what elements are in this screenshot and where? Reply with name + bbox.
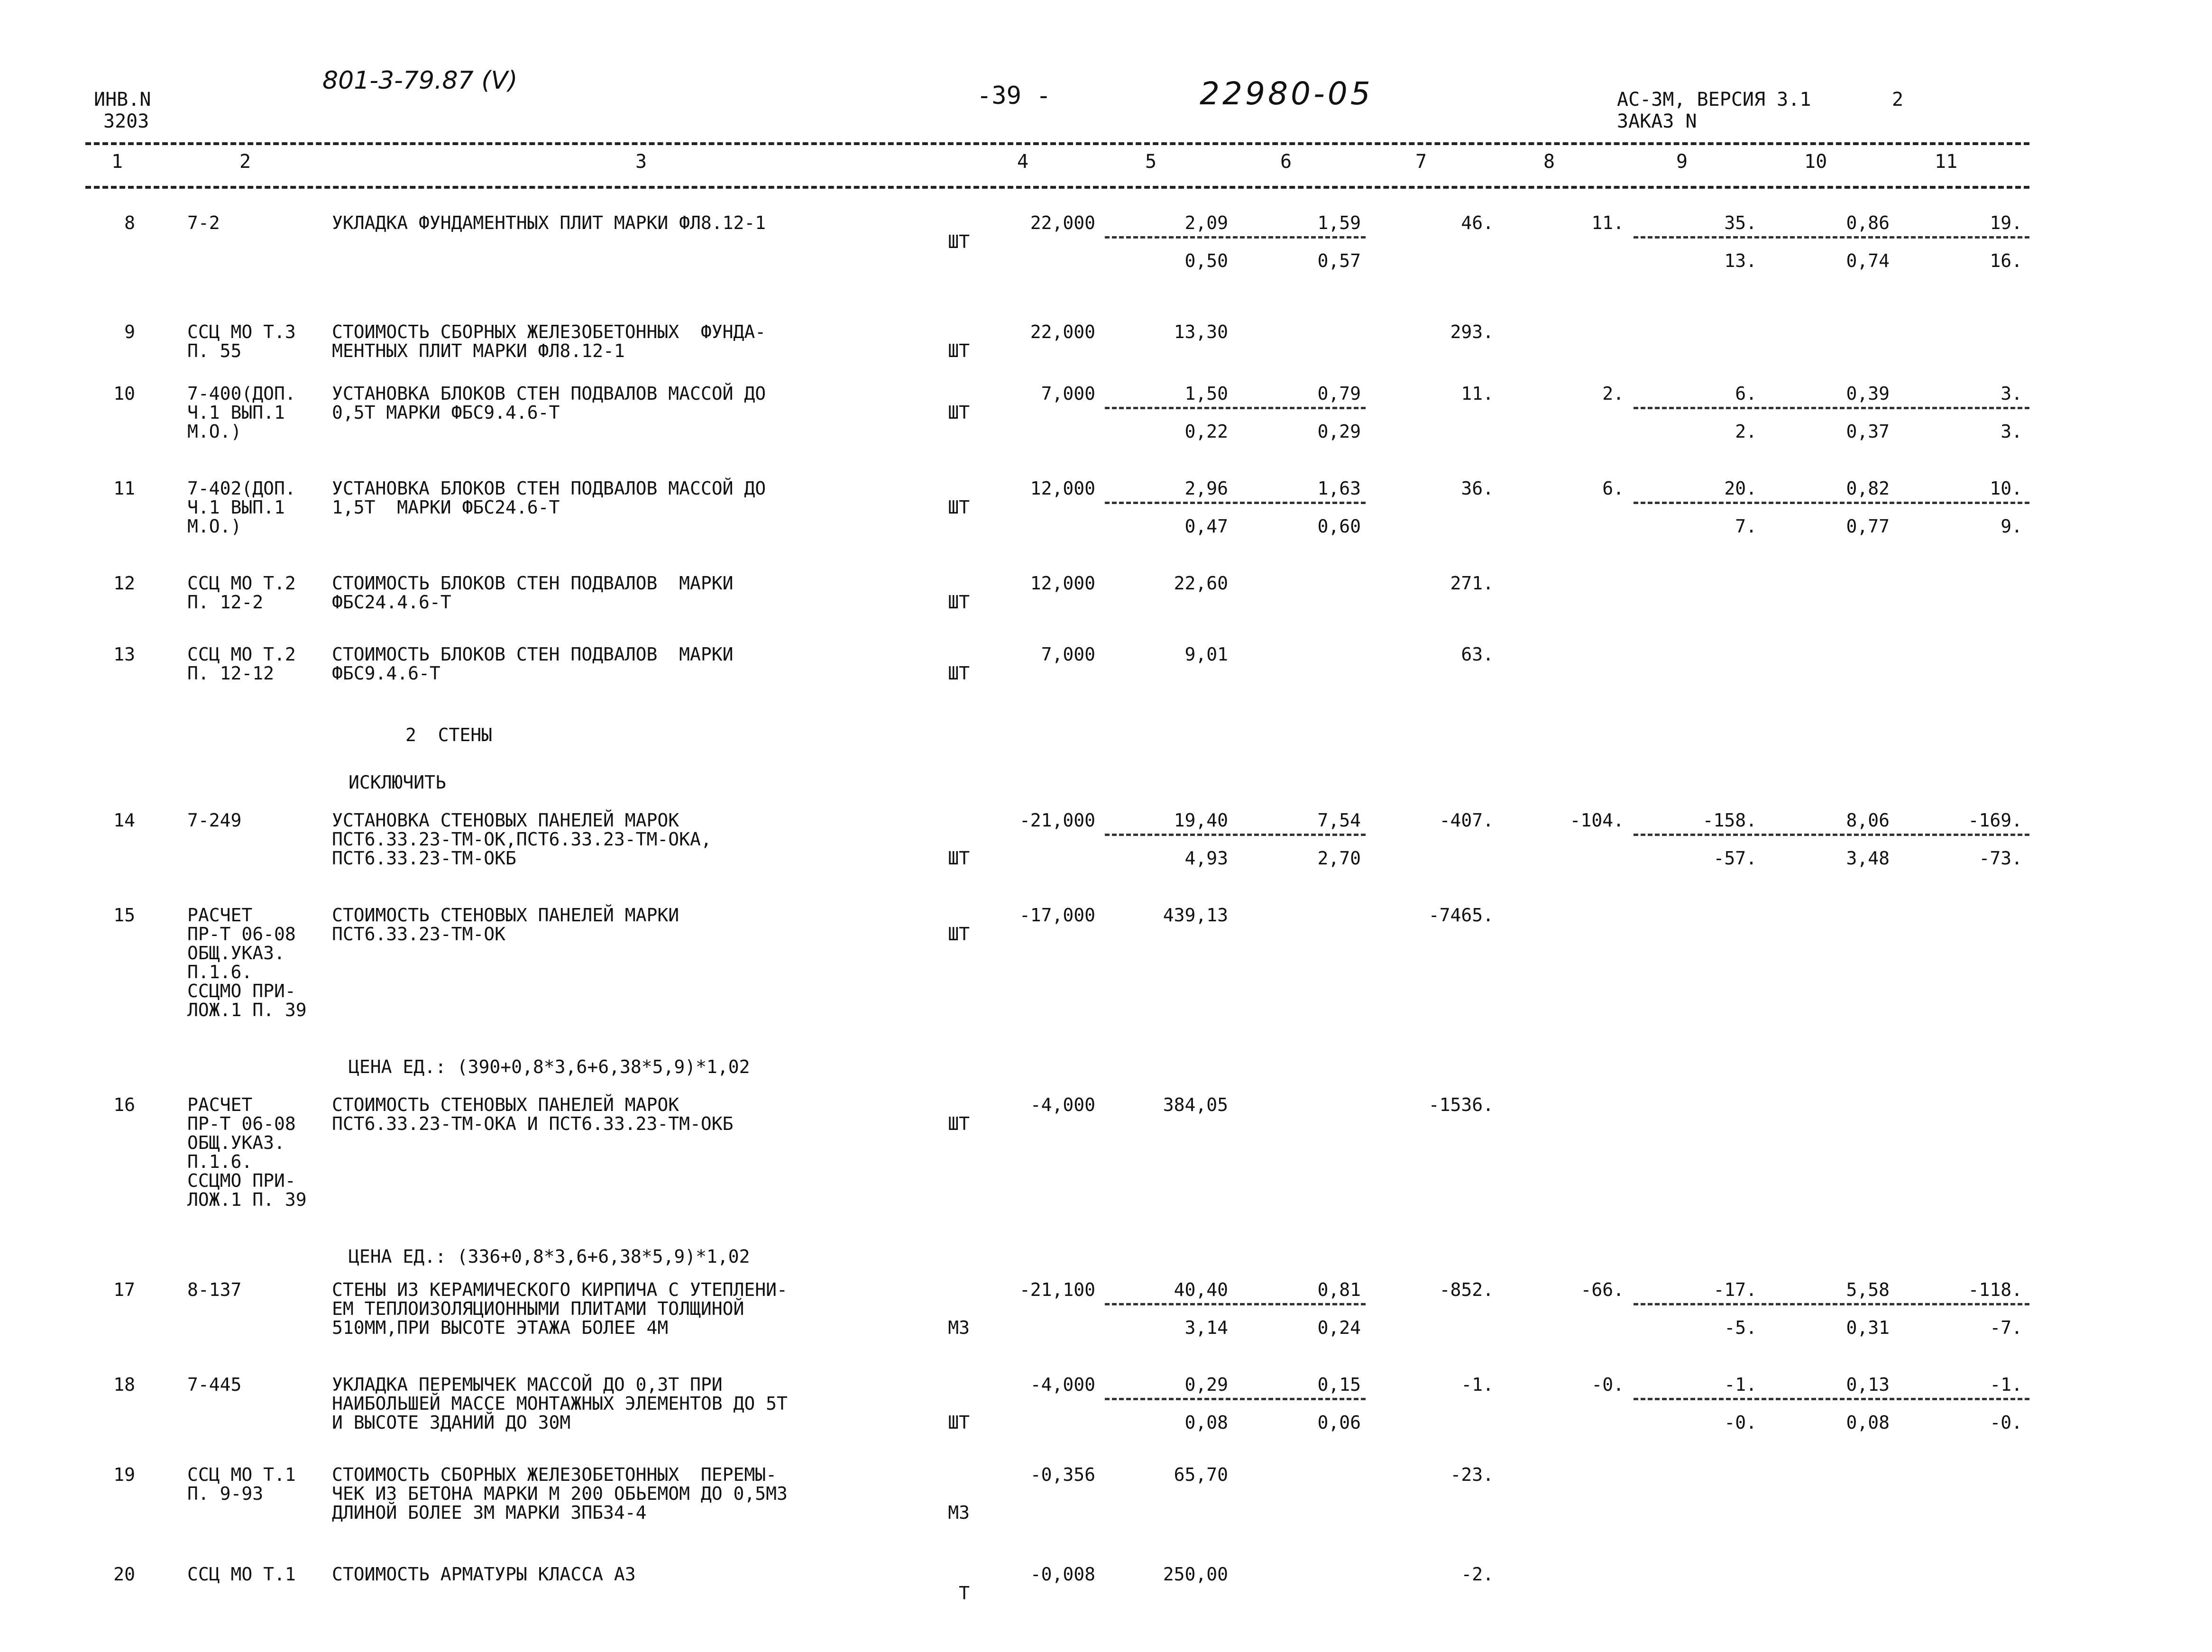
row-c11-value: 10. [1990,478,2022,499]
row-c6-value: 1,63 [1317,478,1361,499]
row-quantity: -4,000 [1030,1094,1095,1115]
row-c5-value: 439,13 [1163,905,1228,926]
row-quantity: -4,000 [1030,1374,1095,1395]
row-c5-value: 0,50 [1184,250,1228,271]
row-description: СТОИМОСТЬ СБОРНЫХ ЖЕЛЕЗОБЕТОННЫХ ПЕРЕМЫ- [332,1464,777,1485]
row-code: 7-402(ДОП. [187,478,296,499]
row-code: 7-400(ДОП. [187,383,296,404]
row-wages: 11. [1591,212,1624,233]
row-unit: ШТ [948,340,970,361]
row-c5-value: 9,01 [1184,644,1228,665]
row-c10-value: 0,08 [1846,1412,1890,1433]
row-c5-value: 13,30 [1174,321,1228,342]
row-total-cost: 46. [1461,212,1494,233]
row-c11-value: 3. [2001,421,2022,442]
row-number: 17 [113,1279,135,1300]
row-c10-value: 0,86 [1846,212,1890,233]
row-total-cost: -852. [1439,1279,1494,1300]
col-head-11: 11 [1935,151,1958,173]
row-c10-value: 0,37 [1846,421,1890,442]
row-c11-value: 19. [1990,212,2022,233]
row-quantity: -0,008 [1030,1564,1095,1585]
row-c5-value: 65,70 [1174,1464,1228,1485]
row-quantity: 12,000 [1030,478,1095,499]
col-head-8: 8 [1543,151,1555,173]
row-code: ПР-Т 06-08 [187,924,296,945]
price-note-15: ЦЕНА ЕД.: (390+0,8*3,6+6,38*5,9)*1,02 [349,1056,750,1077]
row-description: СТОИМОСТЬ СБОРНЫХ ЖЕЛЕЗОБЕТОННЫХ ФУНДА- [332,321,766,342]
row-c5-value: 2,96 [1184,478,1228,499]
row-description: ЧЕК ИЗ БЕТОНА МАРКИ М 200 ОБЬЕМОМ ДО 0,5М3 [332,1483,788,1504]
row-c11-value: -118. [1968,1279,2022,1300]
section-title: 2 СТЕНЫ [405,725,493,745]
row-code: 7-445 [187,1374,242,1395]
row-description: ДЛИНОЙ БОЛЕЕ 3М МАРКИ 3ПБ34-4 [332,1502,647,1523]
row-c11-value: 3. [2001,383,2022,404]
row-description: И ВЫСОТЕ ЗДАНИЙ ДО 30М [332,1412,571,1433]
row-total-cost: -1. [1461,1374,1494,1395]
row-c9-value: 6. [1735,383,1757,404]
row-c6-value: 0,15 [1317,1374,1361,1395]
row-subdivider-left [1105,1398,1366,1400]
row-number: 19 [113,1464,135,1485]
row-code: Ч.1 ВЫП.1 [187,402,285,423]
col-head-7: 7 [1415,151,1427,173]
row-total-cost: 271. [1450,573,1494,594]
col-head-10: 10 [1804,151,1827,173]
row-description: ЕМ ТЕПЛОИЗОЛЯЦИОННЫМИ ПЛИТАМИ ТОЛЩИНОЙ [332,1298,744,1319]
row-c11-value: -7. [1990,1317,2022,1338]
row-description: ПСТ6.33.23-ТМ-ОКА И ПСТ6.33.23-ТМ-ОКБ [332,1113,734,1134]
row-description: ПСТ6.33.23-ТМ-ОК,ПСТ6.33.23-ТМ-ОКА, [332,829,712,850]
row-quantity: -21,000 [1019,810,1095,831]
col-head-2: 2 [239,151,251,173]
row-c5-value: 0,22 [1184,421,1228,442]
row-code: 7-249 [187,810,242,831]
row-c9-value: 13. [1724,250,1757,271]
row-total-cost: -1536. [1428,1094,1494,1115]
row-number: 9 [124,321,135,342]
row-c10-value: 8,06 [1846,810,1890,831]
row-code: ПР-Т 06-08 [187,1113,296,1134]
row-wages: 6. [1602,478,1624,499]
row-description: ПСТ6.33.23-ТМ-ОКБ [332,848,516,869]
row-number: 12 [113,573,135,594]
row-code: ЛОЖ.1 П. 39 [187,1189,307,1210]
row-c9-value: -5. [1724,1317,1757,1338]
row-description: СТОИМОСТЬ БЛОКОВ СТЕН ПОДВАЛОВ МАРКИ [332,573,734,594]
row-description: СТОИМОСТЬ БЛОКОВ СТЕН ПОДВАЛОВ МАРКИ [332,644,734,665]
row-c6-value: 0,06 [1317,1412,1361,1433]
row-quantity: -21,100 [1019,1279,1095,1300]
row-c5-value: 19,40 [1174,810,1228,831]
row-subdivider-left [1105,834,1366,836]
row-description: СТОИМОСТЬ АРМАТУРЫ КЛАССА А3 [332,1564,636,1585]
row-code: ССЦ МО Т.3 [187,321,296,342]
row-quantity: 22,000 [1030,212,1095,233]
row-total-cost: 36. [1461,478,1494,499]
inventory-number: 3203 [103,110,149,132]
row-code: М.О.) [187,516,242,537]
row-code: ОБЩ.УКАЗ. [187,1132,285,1153]
row-c6-value: 0,60 [1317,516,1361,537]
row-c5-value: 0,08 [1184,1412,1228,1433]
row-description: ФБС24.4.6-Т [332,592,451,613]
row-total-cost: -2. [1461,1564,1494,1585]
row-code: РАСЧЕТ [187,1094,253,1115]
col-head-4: 4 [1017,151,1029,173]
row-description: ПСТ6.33.23-ТМ-ОК [332,924,506,945]
row-description: УСТАНОВКА СТЕНОВЫХ ПАНЕЛЕЙ МАРОК [332,810,679,831]
row-c10-value: 0,31 [1846,1317,1890,1338]
row-number: 18 [113,1374,135,1395]
row-description: НАИБОЛЬШЕЙ МАССЕ МОНТАЖНЫХ ЭЛЕМЕНТОВ ДО 5Т [332,1393,788,1414]
row-unit: Т [959,1583,970,1604]
row-subdivider-left [1105,236,1366,239]
row-quantity: 22,000 [1030,321,1095,342]
top-rule [85,142,2029,145]
col-head-1: 1 [111,151,123,173]
col-head-3: 3 [635,151,647,173]
row-unit: ШТ [948,1113,970,1134]
row-unit: ШТ [948,924,970,945]
row-c6-value: 0,81 [1317,1279,1361,1300]
row-unit: ШТ [948,231,970,252]
row-c9-value: 2. [1735,421,1757,442]
row-subdivider-right [1634,1303,2029,1305]
row-number: 11 [113,478,135,499]
row-subdivider-right [1634,407,2029,409]
page-number: -39 - [977,82,1051,110]
row-c11-value: -169. [1968,810,2022,831]
row-total-cost: -407. [1439,810,1494,831]
row-quantity: 7,000 [1041,644,1095,665]
row-c6-value: 2,70 [1317,848,1361,869]
row-c9-value: 7. [1735,516,1757,537]
row-c5-value: 22,60 [1174,573,1228,594]
row-c11-value: -0. [1990,1412,2022,1433]
row-code: ССЦ МО Т.2 [187,573,296,594]
row-wages: -104. [1570,810,1624,831]
inventory-label: ИНВ.N [94,89,151,110]
row-c10-value: 0,74 [1846,250,1890,271]
row-c11-value: 9. [2001,516,2022,537]
row-description: УКЛАДКА ПЕРЕМЫЧЕК МАССОЙ ДО 0,3Т ПРИ [332,1374,723,1395]
row-total-cost: 293. [1450,321,1494,342]
row-quantity: 7,000 [1041,383,1095,404]
row-code: П. 12-2 [187,592,264,613]
row-quantity: -0,356 [1030,1464,1095,1485]
row-c9-value: -57. [1713,848,1757,869]
row-code: П.1.6. [187,962,253,982]
row-total-cost: -7465. [1428,905,1494,926]
row-c5-value: 40,40 [1174,1279,1228,1300]
row-c5-value: 1,50 [1184,383,1228,404]
row-unit: ШТ [948,663,970,684]
row-subdivider-left [1105,407,1366,409]
row-c5-value: 4,93 [1184,848,1228,869]
row-code: ССЦ МО Т.1 [187,1464,296,1485]
row-c6-value: 0,57 [1317,250,1361,271]
row-c6-value: 7,54 [1317,810,1361,831]
row-code: П. 55 [187,340,242,361]
row-code: П. 12-12 [187,663,275,684]
row-c5-value: 0,29 [1184,1374,1228,1395]
row-description: УКЛАДКА ФУНДАМЕНТНЫХ ПЛИТ МАРКИ ФЛ8.12-1 [332,212,766,233]
row-number: 10 [113,383,135,404]
row-subdivider-right [1634,236,2029,239]
row-code: П.1.6. [187,1151,253,1172]
document-number: 22980-05 [1200,75,1373,112]
order-label: ЗАКАЗ N [1617,110,1697,132]
row-c5-value: 0,47 [1184,516,1228,537]
row-description: УСТАНОВКА БЛОКОВ СТЕН ПОДВАЛОВ МАССОЙ ДО [332,478,766,499]
program-number: 2 [1892,89,1904,110]
row-c10-value: 5,58 [1846,1279,1890,1300]
row-c6-value: 0,24 [1317,1317,1361,1338]
row-c11-value: 16. [1990,250,2022,271]
row-number: 20 [113,1564,135,1585]
row-c9-value: -17. [1713,1279,1757,1300]
col-head-5: 5 [1145,151,1157,173]
row-code: ССЦМО ПРИ- [187,981,296,1001]
row-c10-value: 0,13 [1846,1374,1890,1395]
row-unit: ШТ [948,848,970,869]
row-code: Ч.1 ВЫП.1 [187,497,285,518]
row-quantity: -17,000 [1019,905,1095,926]
row-c6-value: 0,29 [1317,421,1361,442]
row-code: РАСЧЕТ [187,905,253,926]
row-description: 0,5Т МАРКИ ФБС9.4.6-Т [332,402,560,423]
row-c9-value: 35. [1724,212,1757,233]
row-number: 14 [113,810,135,831]
row-c9-value: -1. [1724,1374,1757,1395]
row-code: П. 9-93 [187,1483,264,1504]
project-code: 801-3-79.87 (V) [322,66,518,95]
row-code: ССЦМО ПРИ- [187,1170,296,1191]
row-number: 8 [124,212,135,233]
price-note-16: ЦЕНА ЕД.: (336+0,8*3,6+6,38*5,9)*1,02 [349,1246,750,1267]
row-subdivider-left [1105,502,1366,504]
row-c6-value: 0,79 [1317,383,1361,404]
row-total-cost: -23. [1450,1464,1494,1485]
row-wages: -66. [1580,1279,1624,1300]
row-c6-value: 1,59 [1317,212,1361,233]
row-description: УСТАНОВКА БЛОКОВ СТЕН ПОДВАЛОВ МАССОЙ ДО [332,383,766,404]
row-description: 1,5Т МАРКИ ФБС24.6-Т [332,497,560,518]
row-unit: М3 [948,1317,970,1338]
row-c5-value: 384,05 [1163,1094,1228,1115]
row-subdivider-right [1634,502,2029,504]
row-code: 7-2 [187,212,220,233]
row-total-cost: 63. [1461,644,1494,665]
row-subdivider-right [1634,834,2029,836]
row-total-cost: 11. [1461,383,1494,404]
row-c10-value: 0,39 [1846,383,1890,404]
col-head-6: 6 [1280,151,1292,173]
row-wages: -0. [1591,1374,1624,1395]
row-description: ФБС9.4.6-Т [332,663,441,684]
row-code: 8-137 [187,1279,242,1300]
row-c10-value: 0,77 [1846,516,1890,537]
row-code: ССЦ МО Т.2 [187,644,296,665]
row-c9-value: -0. [1724,1412,1757,1433]
row-number: 15 [113,905,135,926]
row-unit: М3 [948,1502,970,1523]
row-description: 510ММ,ПРИ ВЫСОТЕ ЭТАЖА БОЛЕЕ 4М [332,1317,669,1338]
row-c5-value: 3,14 [1184,1317,1228,1338]
row-c11-value: -73. [1979,848,2022,869]
row-number: 13 [113,644,135,665]
row-code: М.О.) [187,421,242,442]
exclude-label: ИСКЛЮЧИТЬ [349,772,446,793]
row-unit: ШТ [948,1412,970,1433]
row-code: ОБЩ.УКАЗ. [187,943,285,964]
row-description: МЕНТНЫХ ПЛИТ МАРКИ ФЛ8.12-1 [332,340,625,361]
row-quantity: 12,000 [1030,573,1095,594]
row-c5-value: 250,00 [1163,1564,1228,1585]
row-c9-value: -158. [1702,810,1757,831]
row-unit: ШТ [948,497,970,518]
row-description: СТЕНЫ ИЗ КЕРАМИЧЕСКОГО КИРПИЧА С УТЕПЛЕНИ- [332,1279,788,1300]
row-number: 16 [113,1094,135,1115]
row-c5-value: 2,09 [1184,212,1228,233]
row-wages: 2. [1602,383,1624,404]
row-c11-value: -1. [1990,1374,2022,1395]
row-unit: ШТ [948,592,970,613]
row-subdivider-left [1105,1303,1366,1305]
row-c10-value: 3,48 [1846,848,1890,869]
row-c9-value: 20. [1724,478,1757,499]
row-c10-value: 0,82 [1846,478,1890,499]
row-code: ССЦ МО Т.1 [187,1564,296,1585]
header-rule [85,186,2029,189]
row-description: СТОИМОСТЬ СТЕНОВЫХ ПАНЕЛЕЙ МАРОК [332,1094,679,1115]
row-unit: ШТ [948,402,970,423]
row-code: ЛОЖ.1 П. 39 [187,1000,307,1020]
row-description: СТОИМОСТЬ СТЕНОВЫХ ПАНЕЛЕЙ МАРКИ [332,905,679,926]
row-subdivider-right [1634,1398,2029,1400]
col-head-9: 9 [1676,151,1688,173]
program-version: АС-3М, ВЕРСИЯ 3.1 [1617,89,1811,110]
